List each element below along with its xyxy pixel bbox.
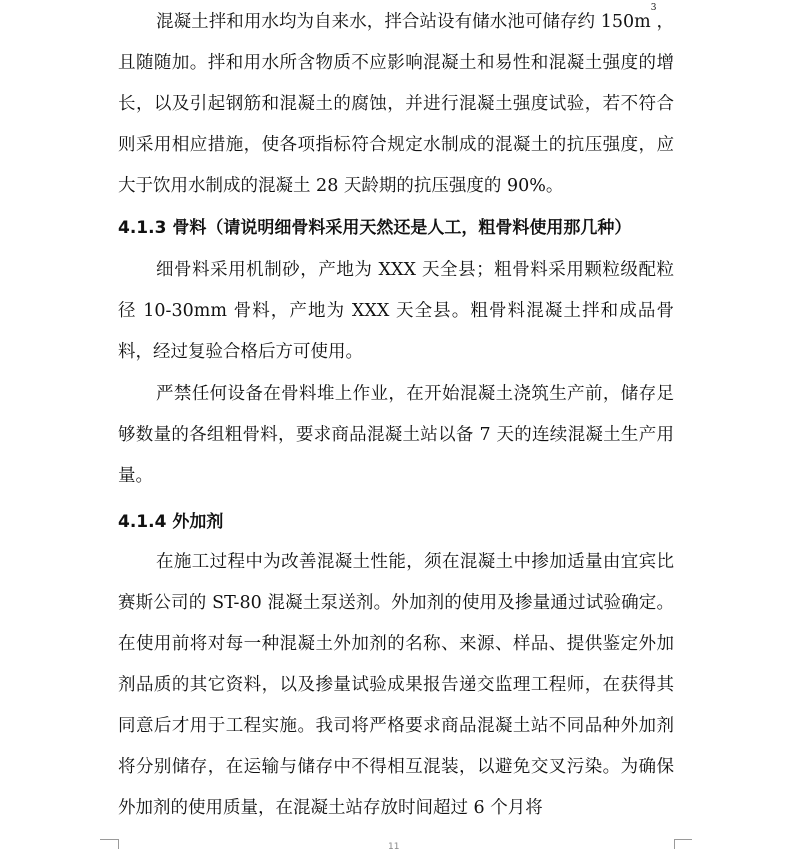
crop-mark-left-v: [118, 839, 119, 849]
paragraph-water-text-1: 混凝土拌和用水均为自来水，拌合站设有储水池可储存约 150m: [156, 12, 651, 32]
crop-mark-left-h: [100, 839, 118, 840]
heading-aggregate: 4.1.3 骨料（请说明细骨料采用天然还是人工，粗骨料使用那几种）: [118, 218, 632, 238]
crop-mark-right-v: [674, 839, 675, 849]
heading-admixture: 4.1.4 外加剂: [118, 512, 224, 532]
crop-mark-right-h: [674, 839, 692, 840]
paragraph-aggregate-storage: 严禁任何设备在骨料堆上作业，在开始混凝土浇筑生产前，储存足够数量的各组粗骨料，要求商品混凝土站以备 7 天的连续混凝土生产用量。: [118, 384, 674, 486]
page-number: 11: [388, 842, 400, 852]
paragraph-water: [118, 2, 674, 207]
paragraph-admixture: 在施工过程中为改善混凝土性能，须在混凝土中掺加适量由宜宾比赛斯公司的 ST-80 混凝土泵送剂。外加剂的使用及掺量通过试验确定。在使用前将对每一种混凝土外加剂的名称、来源、样品、提供鉴定外加剂品质的其它资料，以及掺量试验成果报告递交监理工程师，在获得其同意后才用于工程实施。我司将严格要求商品混凝土站不同品种外加剂将分别储存，在运输与储存中不得相互混装，以避免交叉污染。为确保外加剂的使用质量，在混凝土站存放时间超过 6 个月将: [118, 552, 674, 818]
paragraph-water-text-2: ，且随随加。拌和用水所含物质不应影响混凝土和易性和混凝土强度的增长，以及引起钢筋和混凝土的腐蚀，并进行混凝土强度试验，若不符合则采用相应措施，使各项指标符合规定水制成的混凝土的抗压强度，应大于饮用水制成的混凝土 28 天龄期的抗压强度的 90%。: [118, 12, 675, 196]
paragraph-aggregate-source: 细骨料采用机制砂，产地为 XXX 天全县；粗骨料采用颗粒级配粒径 10-30mm 骨料，产地为 XXX 天全县。粗骨料混凝土拌和成品骨料，经过复验合格后方可使用。: [118, 260, 674, 362]
superscript-cubic: 3: [650, 3, 657, 13]
